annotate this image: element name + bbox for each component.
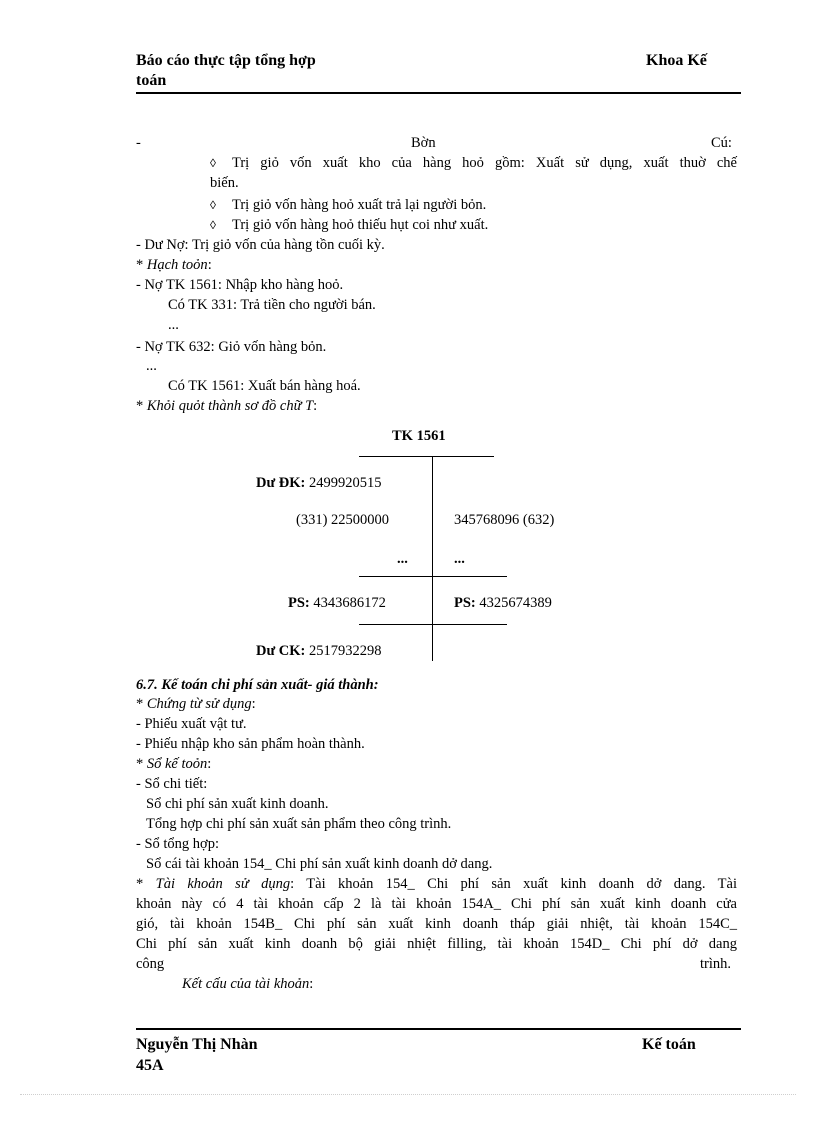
credit-entry: 345768096 (632) bbox=[454, 512, 555, 528]
entry-credit-1561: Có TK 1561: Xuất bán hàng hoá. bbox=[168, 378, 361, 394]
closing-balance bbox=[256, 641, 382, 661]
entry-debit-1561: - Nợ TK 1561: Nhập kho hàng hoỏ. bbox=[136, 277, 344, 293]
diamond-bullet-icon: ◊ bbox=[210, 198, 216, 212]
closing-label: Dư CK: bbox=[256, 643, 306, 659]
colon: : bbox=[309, 976, 314, 992]
star-mark: * bbox=[136, 398, 147, 414]
ket-cau-heading bbox=[182, 974, 313, 994]
so-ke-toan-heading bbox=[136, 754, 211, 774]
tai-khoan-line-1 bbox=[136, 874, 737, 894]
page-bottom-border bbox=[20, 1094, 796, 1095]
so-chi-phi: Sổ chi phí sản xuất kinh doanh. bbox=[146, 796, 329, 812]
credit-item-text: Trị giỏ vốn hàng hoỏ thiếu hụt coi như xuất. bbox=[232, 217, 489, 233]
so-cai: Sổ cái tài khoản 154_ Chi phí sản xuất kinh doanh dở dang. bbox=[146, 856, 493, 872]
t-account-top-line bbox=[359, 456, 494, 457]
du-no-line: - Dư Nợ: Trị giỏ vốn của hàng tồn cuối kỳ. bbox=[136, 237, 385, 253]
ellipsis: ... bbox=[146, 358, 157, 374]
credit-item bbox=[210, 153, 737, 173]
ellipsis: ... bbox=[168, 317, 179, 333]
trinh-word: trình. bbox=[700, 956, 732, 972]
chung-tu-heading bbox=[136, 694, 256, 714]
credit-label: Bờn bbox=[411, 135, 436, 151]
credit-word: Cú: bbox=[711, 135, 732, 151]
star-mark: * bbox=[136, 756, 147, 772]
colon: : bbox=[313, 398, 318, 414]
tai-khoan-line-3: gió, tài khoản 154B_ Chi phí sản xuất kinh doanh tháp giải nhiệt, tài khoản 154C_ bbox=[136, 916, 737, 932]
credit-ellipsis: ... bbox=[454, 551, 465, 567]
entry-credit-331: Có TK 331: Trả tiền cho người bán. bbox=[168, 297, 376, 313]
credit-item bbox=[210, 215, 488, 235]
header-department: Khoa Kế bbox=[646, 52, 707, 69]
opening-balance bbox=[256, 473, 382, 493]
credit-dash: - bbox=[136, 135, 141, 151]
ps-label: PS: bbox=[288, 595, 310, 611]
ps-debit-value: 4343686172 bbox=[313, 595, 386, 611]
opening-value: 2499920515 bbox=[309, 475, 382, 491]
footer-department: Kế toán bbox=[642, 1036, 696, 1053]
entry-debit-632: - Nợ TK 632: Giỏ vốn hàng bỏn. bbox=[136, 339, 327, 355]
credit-item-text: Trị giỏ vốn hàng hoỏ xuất trả lại người bỏn. bbox=[232, 197, 487, 213]
colon: : bbox=[207, 257, 212, 273]
ps-credit bbox=[454, 593, 552, 613]
credit-item bbox=[210, 195, 486, 215]
ps-credit-value: 4325674389 bbox=[479, 595, 552, 611]
star-mark: * bbox=[136, 257, 147, 273]
footer-rule bbox=[136, 1028, 741, 1030]
footer-author: Nguyễn Thị Nhàn bbox=[136, 1036, 258, 1053]
ps-debit bbox=[288, 593, 386, 613]
t-account-title: TK 1561 bbox=[392, 428, 446, 444]
khai-quat-label: Khỏi quỏt thành sơ đồ chữ T bbox=[146, 398, 314, 414]
star-mark: * bbox=[136, 876, 156, 892]
cong-word: công bbox=[136, 956, 165, 972]
so-tong-hop: - Sổ tổng hợp: bbox=[136, 836, 219, 852]
diamond-bullet-icon: ◊ bbox=[210, 156, 216, 170]
credit-item-text: Trị giỏ vốn xuất kho của hàng hoỏ gồm: Xuất sử dụng, xuất thuờ chế bbox=[232, 155, 737, 171]
phieu-xuat: - Phiếu xuất vật tư. bbox=[136, 716, 247, 732]
t-account-mid-line bbox=[359, 576, 507, 577]
section-title: 6.7. Kế toán chi phí sản xuất- giá thành: bbox=[136, 677, 379, 693]
ket-cau-label: Kết cấu của tài khoản bbox=[182, 976, 310, 992]
tai-khoan-text: : Tài khoản 154_ Chi phí sản xuất kinh doanh dở dang. Tài bbox=[290, 876, 737, 892]
diamond-bullet-icon: ◊ bbox=[210, 218, 216, 232]
header-rule bbox=[136, 92, 741, 94]
tai-khoan-label: Tài khoản sử dụng bbox=[155, 876, 291, 892]
ps-label: PS: bbox=[454, 595, 476, 611]
hach-toan-label: Hạch toỏn bbox=[146, 257, 208, 273]
debit-entry: (331) 22500000 bbox=[296, 512, 390, 528]
credit-item-cont: biến. bbox=[210, 175, 239, 191]
t-account-bottom-line bbox=[359, 624, 507, 625]
opening-label: Dư ĐK: bbox=[256, 475, 306, 491]
khai-quat-heading bbox=[136, 396, 317, 416]
footer-class: 45A bbox=[136, 1057, 164, 1074]
hach-toan-heading bbox=[136, 255, 212, 275]
star-mark: * bbox=[136, 696, 147, 712]
header-report-title-cont: toán bbox=[136, 72, 167, 89]
closing-value: 2517932298 bbox=[309, 643, 382, 659]
tai-khoan-line-2: khoản này có 4 tài khoản cấp 2 là tài khoản 154A_ Chi phí sản xuất kinh doanh cửa bbox=[136, 896, 737, 912]
colon: : bbox=[251, 696, 256, 712]
phieu-nhap: - Phiếu nhập kho sản phẩm hoàn thành. bbox=[136, 736, 365, 752]
tong-hop-chi-phi: Tổng hợp chi phí sản xuất sản phẩm theo công trình. bbox=[146, 816, 452, 832]
debit-ellipsis: ... bbox=[397, 551, 408, 567]
header-report-title: Báo cáo thực tập tổng hợp bbox=[136, 52, 316, 69]
tai-khoan-line-4: Chi phí sản xuất kinh doanh bộ giải nhiệt filling, tài khoản 154D_ Chi phí dở dang bbox=[136, 936, 737, 952]
t-account-center-line bbox=[432, 456, 433, 661]
colon: : bbox=[207, 756, 212, 772]
chung-tu-label: Chứng từ sử dụng bbox=[146, 696, 252, 712]
so-ke-toan-label: Sổ kế toỏn bbox=[146, 756, 208, 772]
so-chi-tiet: - Sổ chi tiết: bbox=[136, 776, 208, 792]
